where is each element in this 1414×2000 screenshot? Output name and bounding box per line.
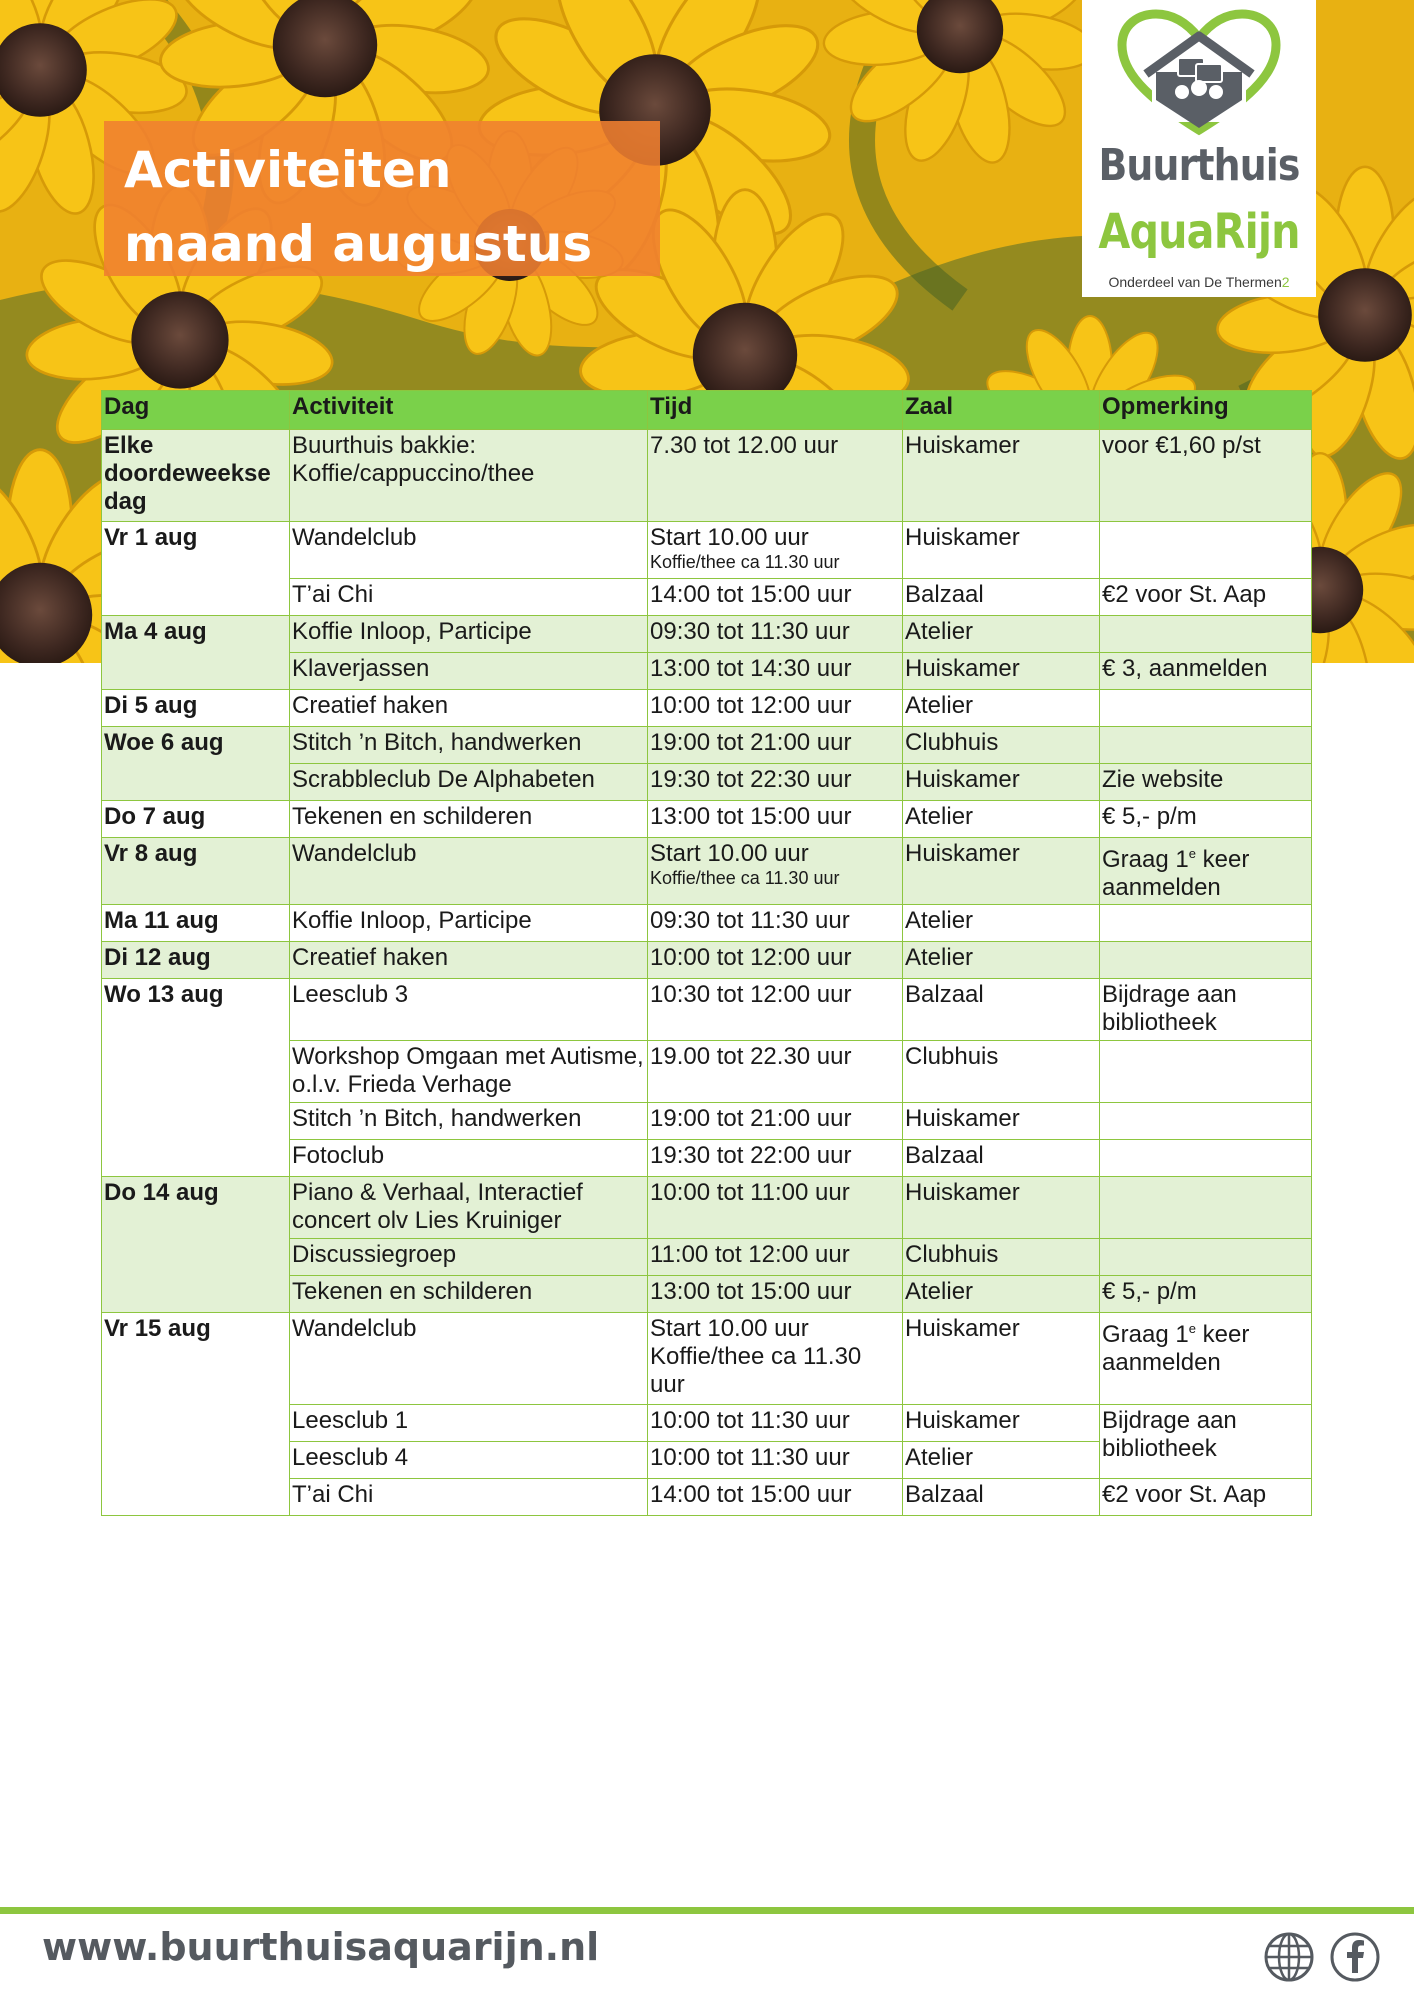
- room-cell: Balzaal: [903, 579, 1100, 616]
- room-cell: Balzaal: [903, 1479, 1100, 1516]
- table-row: [102, 979, 1312, 1041]
- table-row: [102, 838, 1312, 905]
- activity-cell: Leesclub 1: [290, 1405, 648, 1442]
- activity-cell: Leesclub 3: [290, 979, 648, 1041]
- note-text-rest: keer aanmelden: [1102, 846, 1250, 901]
- activity-cell: Creatief haken: [290, 942, 648, 979]
- note-cell: Bijdrage aan bibliotheek: [1100, 1405, 1312, 1479]
- room-cell: Huiskamer: [903, 1103, 1100, 1140]
- note-cell: [1100, 690, 1312, 727]
- table-row: [102, 801, 1312, 838]
- time-cell: 19:00 tot 21:00 uur: [648, 1103, 903, 1140]
- page-title-line-2: maand augustus: [124, 215, 593, 273]
- table-row: [102, 522, 1312, 579]
- day-cell: Di 5 aug: [102, 690, 290, 727]
- room-cell: Atelier: [903, 616, 1100, 653]
- time-text: Start 10.00 uur: [650, 840, 809, 867]
- room-cell: Clubhuis: [903, 727, 1100, 764]
- time-cell: 19:30 tot 22:00 uur: [648, 1140, 903, 1177]
- day-cell: Wo 13 aug: [102, 979, 290, 1177]
- page-title-line-1: Activiteiten: [124, 141, 452, 199]
- room-cell: Huiskamer: [903, 1405, 1100, 1442]
- room-cell: Atelier: [903, 690, 1100, 727]
- time-cell: 19:30 tot 22:30 uur: [648, 764, 903, 801]
- day-cell: Di 12 aug: [102, 942, 290, 979]
- time-cell: 10:00 tot 11:00 uur: [648, 1177, 903, 1239]
- room-cell: Balzaal: [903, 1140, 1100, 1177]
- day-cell: Vr 8 aug: [102, 838, 290, 905]
- note-cell: [1100, 905, 1312, 942]
- note-cell: [1100, 838, 1312, 905]
- time-cell: 7.30 tot 12.00 uur: [648, 430, 903, 522]
- activity-cell: Creatief haken: [290, 690, 648, 727]
- note-cell: [1100, 1041, 1312, 1103]
- logo-tagline-text: Onderdeel van De Thermen: [1108, 274, 1282, 290]
- time-cell: 10:00 tot 11:30 uur: [648, 1442, 903, 1479]
- logo-tagline-number: 2: [1281, 274, 1290, 290]
- column-header-activity: Activiteit: [290, 391, 648, 430]
- note-cell: voor €1,60 p/st: [1100, 430, 1312, 522]
- column-header-day: Dag: [102, 391, 290, 430]
- activity-cell: Fotoclub: [290, 1140, 648, 1177]
- note-cell: [1100, 1177, 1312, 1239]
- time-cell: 14:00 tot 15:00 uur: [648, 1479, 903, 1516]
- activities-table: [101, 390, 1312, 1516]
- time-cell: 10:30 tot 12:00 uur: [648, 979, 903, 1041]
- room-cell: Clubhuis: [903, 1041, 1100, 1103]
- note-cell: [1100, 942, 1312, 979]
- note-cell: €2 voor St. Aap: [1100, 579, 1312, 616]
- table-row: [102, 430, 1312, 522]
- table-row: [102, 942, 1312, 979]
- time-cell: 13:00 tot 15:00 uur: [648, 801, 903, 838]
- time-cell: 10:00 tot 11:30 uur: [648, 1405, 903, 1442]
- room-cell: Atelier: [903, 801, 1100, 838]
- table-row: [102, 616, 1312, 653]
- time-cell: 09:30 tot 11:30 uur: [648, 905, 903, 942]
- note-cell: [1100, 522, 1312, 579]
- day-cell: Elke doordeweekse dag: [102, 430, 290, 522]
- room-cell: Huiskamer: [903, 430, 1100, 522]
- table-row: [102, 905, 1312, 942]
- activity-cell: Wandelclub: [290, 522, 648, 579]
- activity-cell: Wandelclub: [290, 1313, 648, 1405]
- time-cell: Start 10.00 uur Koffie/thee ca 11.30 uur: [648, 1313, 903, 1405]
- note-cell: [1100, 1140, 1312, 1177]
- logo-tagline: [1082, 274, 1316, 290]
- time-extra-text: Koffie/thee ca 11.30 uur: [650, 552, 840, 572]
- note-cell: [1100, 727, 1312, 764]
- room-cell: Atelier: [903, 942, 1100, 979]
- room-cell: Clubhuis: [903, 1239, 1100, 1276]
- note-cell: [1100, 1313, 1312, 1405]
- day-cell: Do 14 aug: [102, 1177, 290, 1313]
- activity-cell: Stitch ’n Bitch, handwerken: [290, 1103, 648, 1140]
- day-cell: Vr 15 aug: [102, 1313, 290, 1516]
- page-title: [104, 121, 660, 276]
- day-cell: Vr 1 aug: [102, 522, 290, 616]
- activity-cell: Leesclub 4: [290, 1442, 648, 1479]
- time-cell: 13:00 tot 14:30 uur: [648, 653, 903, 690]
- website-link[interactable]: www.buurthuisaquarijn.nl: [42, 1925, 600, 1969]
- table-row: [102, 1177, 1312, 1239]
- note-superscript: e: [1188, 846, 1196, 861]
- note-text-rest: keer aanmelden: [1102, 1321, 1250, 1376]
- room-cell: Huiskamer: [903, 1177, 1100, 1239]
- time-cell: 19:00 tot 21:00 uur: [648, 727, 903, 764]
- time-cell: 14:00 tot 15:00 uur: [648, 579, 903, 616]
- time-cell: 10:00 tot 12:00 uur: [648, 690, 903, 727]
- room-cell: Atelier: [903, 905, 1100, 942]
- note-cell: [1100, 616, 1312, 653]
- activity-cell: Scrabbleclub De Alphabeten: [290, 764, 648, 801]
- room-cell: Atelier: [903, 1276, 1100, 1313]
- room-cell: Huiskamer: [903, 653, 1100, 690]
- note-text: Graag 1: [1102, 1321, 1189, 1348]
- table-row: [102, 1313, 1312, 1405]
- day-cell: Do 7 aug: [102, 801, 290, 838]
- day-cell: Ma 11 aug: [102, 905, 290, 942]
- note-cell: €2 voor St. Aap: [1100, 1479, 1312, 1516]
- activity-cell: Buurthuis bakkie: Koffie/cappuccino/thee: [290, 430, 648, 522]
- room-cell: Huiskamer: [903, 764, 1100, 801]
- time-extra-text: Koffie/thee ca 11.30 uur: [650, 868, 840, 888]
- note-text: Graag 1: [1102, 846, 1189, 873]
- activity-cell: Koffie Inloop, Participe: [290, 905, 648, 942]
- table-row: [102, 690, 1312, 727]
- time-cell: [648, 838, 903, 905]
- logo-word-buurthuis: Buurthuis: [1098, 140, 1300, 191]
- room-cell: Balzaal: [903, 979, 1100, 1041]
- note-cell: Zie website: [1100, 764, 1312, 801]
- time-cell: 10:00 tot 12:00 uur: [648, 942, 903, 979]
- time-cell: 13:00 tot 15:00 uur: [648, 1276, 903, 1313]
- day-cell: Woe 6 aug: [102, 727, 290, 801]
- activity-cell: Tekenen en schilderen: [290, 801, 648, 838]
- note-cell: € 3, aanmelden: [1100, 653, 1312, 690]
- table-row: [102, 727, 1312, 764]
- activity-cell: Klaverjassen: [290, 653, 648, 690]
- note-cell: € 5,- p/m: [1100, 1276, 1312, 1313]
- time-cell: 11:00 tot 12:00 uur: [648, 1239, 903, 1276]
- logo: [1082, 0, 1316, 297]
- time-cell: [648, 522, 903, 579]
- activity-cell: Piano & Verhaal, Interactief concert olv Lies Kruiniger: [290, 1177, 648, 1239]
- room-cell: Huiskamer: [903, 838, 1100, 905]
- facebook-icon[interactable]: [1329, 1931, 1381, 1983]
- activity-cell: Koffie Inloop, Participe: [290, 616, 648, 653]
- activity-cell: T’ai Chi: [290, 1479, 648, 1516]
- activity-cell: Tekenen en schilderen: [290, 1276, 648, 1313]
- column-header-time: Tijd: [648, 391, 903, 430]
- time-cell: 09:30 tot 11:30 uur: [648, 616, 903, 653]
- room-cell: Atelier: [903, 1442, 1100, 1479]
- note-superscript: e: [1188, 1321, 1196, 1336]
- room-cell: Huiskamer: [903, 1313, 1100, 1405]
- activity-cell: T’ai Chi: [290, 579, 648, 616]
- note-cell: € 5,- p/m: [1100, 801, 1312, 838]
- column-header-note: Opmerking: [1100, 391, 1312, 430]
- activity-cell: Wandelclub: [290, 838, 648, 905]
- activity-cell: Workshop Omgaan met Autisme, o.l.v. Frieda Verhage: [290, 1041, 648, 1103]
- note-cell: [1100, 1103, 1312, 1140]
- activity-cell: Stitch ’n Bitch, handwerken: [290, 727, 648, 764]
- globe-icon[interactable]: [1263, 1931, 1315, 1983]
- day-cell: Ma 4 aug: [102, 616, 290, 690]
- logo-word-aquarijn: AquaRijn: [1098, 204, 1300, 260]
- table-header-row: [102, 391, 1312, 430]
- column-header-room: Zaal: [903, 391, 1100, 430]
- time-cell: 19.00 tot 22.30 uur: [648, 1041, 903, 1103]
- note-cell: [1100, 1239, 1312, 1276]
- footer-divider: [0, 1907, 1414, 1914]
- note-cell: Bijdrage aan bibliotheek: [1100, 979, 1312, 1041]
- activity-cell: Discussiegroep: [290, 1239, 648, 1276]
- room-cell: Huiskamer: [903, 522, 1100, 579]
- time-text: Start 10.00 uur: [650, 524, 809, 551]
- house-heart-chat-icon: [1082, 0, 1316, 140]
